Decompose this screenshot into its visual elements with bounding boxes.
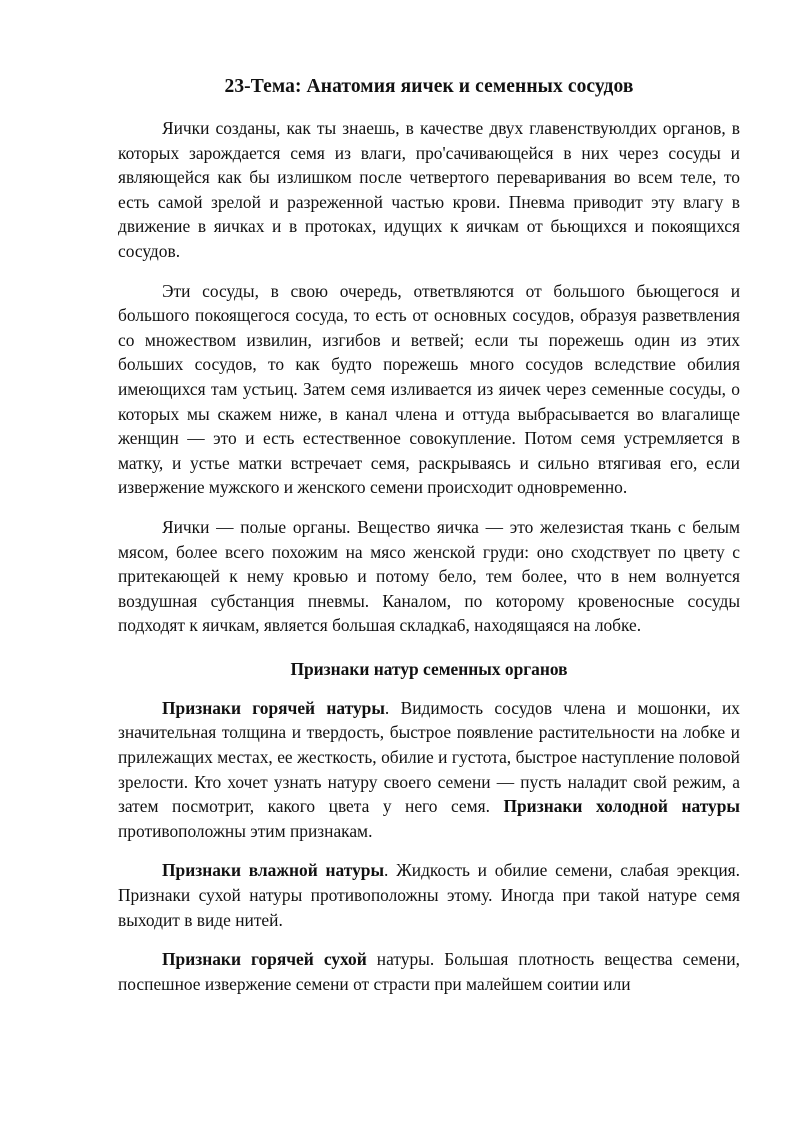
cold-nature-text: противоположны этим признакам. — [118, 820, 373, 841]
moist-nature-text: . Жидкость и обилие семени, слабая эрекция. Признаки сухой натуры противоположны этому. Иногда при такой натуре семя выходит в виде нитей. — [118, 860, 741, 930]
section-heading: Признаки натур семенных органов — [290, 658, 568, 679]
hot-nature-label: Признаки горячей натуры — [162, 697, 385, 718]
paragraph-moist-nature — [118, 858, 740, 932]
paragraph-vessels: Эти сосуды, в свою очередь, ответвляются от большого бьющегося и большого покоящегося сосуда, то есть от основных сосудов, образуя разветвления со множеством извилин, изгибов и ветвей; если ты порежешь один из этих больших сосудов, то как будто порежешь много сосудов вследствие обилия имеющихся там устьиц. Затем семя изливается из яичек через семенные сосуды, о которых мы скажем ниже, в канал члена и оттуда выбрасывается во влагалище женщин — это и есть естественное совокупление. Потом семя устремляется в матку, и устье матки встречает семя, раскрываясь и сильно втягивая его, если извержение мужского и женского семени происходит одновременно. — [118, 280, 740, 498]
moist-nature-label: Признаки влажной натуры — [162, 860, 385, 881]
hot-nature-text: . Видимость сосудов члена и мошонки, их значительная толщина и твердость, быстрое появление растительности на лобке и прилежащих местах, ее жесткость, обилие и густота, быстрое наступление половой зрелости. Кто хочет узнать натуру своего семени — пусть наладит свой режим, а затем посмотрит, какого цвета у него семя. — [118, 697, 741, 817]
page-title: 23-Тема: Анатомия яичек и семенных сосудов — [224, 76, 634, 97]
paragraph-hot-nature — [118, 696, 740, 844]
hot-dry-nature-label: Признаки горячей сухой — [162, 949, 367, 970]
paragraph-hot-dry-nature — [118, 947, 740, 996]
paragraph-testicles-intro: Яички созданы, как ты знаешь, в качестве двух главенствуюлдих органов, в которых зарождается семя из влаги, про'сачивающейся в них через сосуды и являющейся как бы излишком после четвертого переваривания во всем теле, то есть самой зрелой и разреженной частью крови. Пневма приводит эту влагу в движение в яичках и в протоках, идущих к яичкам от бьющихся и покоящихся сосудов. — [118, 118, 740, 261]
document-page — [118, 70, 740, 1011]
hot-dry-nature-text: натуры. Большая плотность вещества семени, поспешное извержение семени от страсти при малейшем соитии или — [118, 949, 740, 994]
paragraph-testicle-substance: Яички — полые органы. Вещество яичка — это железистая ткань с белым мясом, более всего похожим на мясо женской груди: оно сходствует по цвету с притекающей к нему кровью и потому бело, тем более, что в нем волнуется воздушная субстанция пневмы. Каналом, по которому кровеносные сосуды подходят к яичкам, является большая складка6, находящаяся на лобке. — [118, 516, 740, 636]
cold-nature-label: Признаки холодной натуры — [503, 796, 740, 817]
